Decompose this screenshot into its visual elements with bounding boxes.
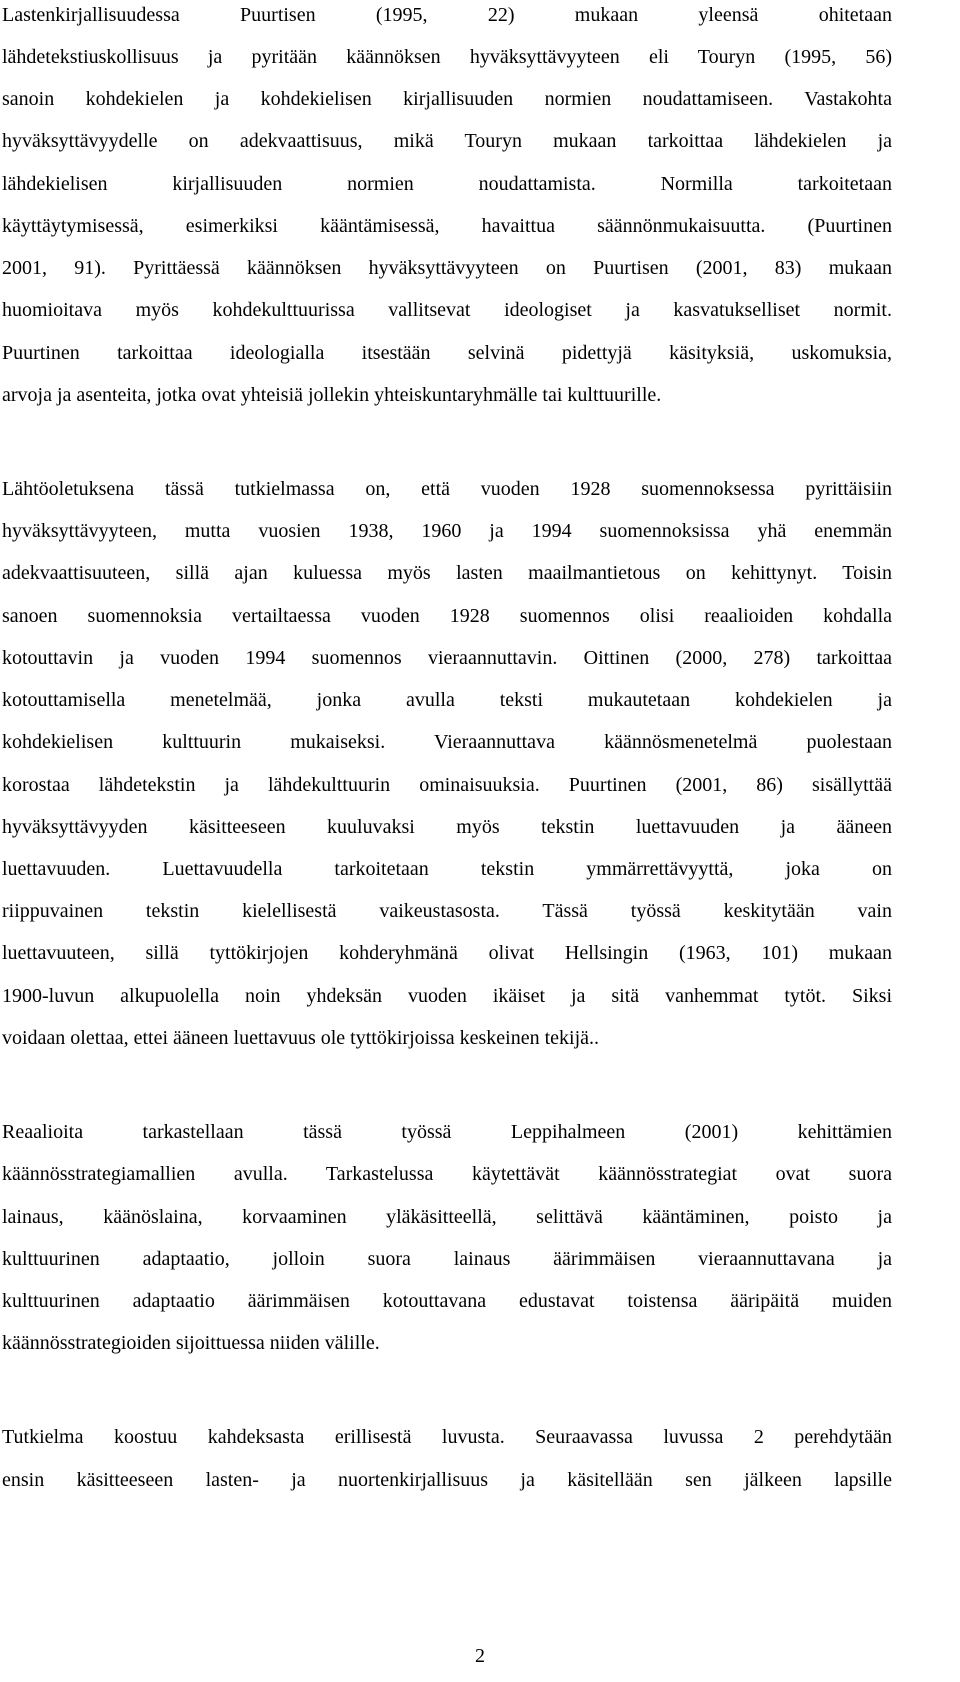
text-line: käännösstrategioiden sijoittuessa niiden välille. — [2, 1332, 380, 1354]
text-line: sanoin kohdekielen ja kohdekielisen kirjallisuuden normien noudattamiseen. Vastakohta — [2, 88, 892, 110]
text-line: korostaa lähdetekstin ja lähdekulttuurin ominaisuuksia. Puurtinen (2001, 86) sisällyttää — [2, 774, 892, 796]
text-line: Lähtöoletuksena tässä tutkielmassa on, että vuoden 1928 suomennoksessa pyrittäisiin — [2, 478, 892, 500]
text-line: Tutkielma koostuu kahdeksasta erillisestä luvusta. Seuraavassa luvussa 2 perehdytään — [2, 1426, 892, 1448]
text-line: luettavuuden. Luettavuudella tarkoitetaan tekstin ymmärrettävyyttä, joka on — [2, 858, 892, 880]
text-line: kulttuurinen adaptaatio äärimmäisen kotouttavana edustavat toistensa ääripäitä muiden — [2, 1290, 892, 1312]
text-line: kohdekielisen kulttuurin mukaiseksi. Vieraannuttava käännösmenetelmä puolestaan — [2, 731, 892, 753]
text-line: käyttäytymisessä, esimerkiksi kääntämisessä, havaittua säännönmukaisuutta. (Puurtinen — [2, 215, 892, 237]
text-line: kotouttamisella menetelmää, jonka avulla teksti mukautetaan kohdekielen ja — [2, 689, 892, 711]
text-line: voidaan olettaa, ettei ääneen luettavuus ole tyttökirjoissa keskeinen tekijä.. — [2, 1027, 600, 1049]
text-line: sanoen suomennoksia vertailtaessa vuoden 1928 suomennos olisi reaalioiden kohdalla — [2, 605, 892, 627]
page-number: 2 — [475, 1645, 485, 1667]
text-line: hyväksyttävyyden käsitteeseen kuuluvaksi myös tekstin luettavuuden ja ääneen — [2, 816, 892, 838]
text-line: adekvaattisuuteen, sillä ajan kuluessa myös lasten maailmantietous on kehittynyt. Toisin — [2, 562, 892, 584]
text-line: riippuvainen tekstin kielellisestä vaikeustasosta. Tässä työssä keskitytään vain — [2, 900, 892, 922]
text-line: Lastenkirjallisuudessa Puurtisen (1995, 22) mukaan yleensä ohitetaan — [2, 4, 892, 26]
text-line: Reaalioita tarkastellaan tässä työssä Leppihalmeen (2001) kehittämien — [2, 1121, 892, 1143]
text-line: hyväksyttävyydelle on adekvaattisuus, mikä Touryn mukaan tarkoittaa lähdekielen ja — [2, 130, 892, 152]
text-line: ensin käsitteeseen lasten- ja nuortenkirjallisuus ja käsitellään sen jälkeen lapsille — [2, 1469, 892, 1491]
text-line: Puurtinen tarkoittaa ideologialla itsestään selvinä pidettyjä käsityksiä, uskomuksia, — [2, 342, 892, 364]
text-line: kulttuurinen adaptaatio, jolloin suora lainaus äärimmäisen vieraannuttavana ja — [2, 1248, 892, 1270]
text-line: 2001, 91). Pyrittäessä käännöksen hyväksyttävyyteen on Puurtisen (2001, 83) mukaan — [2, 257, 892, 279]
text-line: käännösstrategiamallien avulla. Tarkastelussa käytettävät käännösstrategiat ovat suora — [2, 1163, 892, 1185]
text-line: 1900-luvun alkupuolella noin yhdeksän vuoden ikäiset ja sitä vanhemmat tytöt. Siksi — [2, 985, 892, 1007]
text-line: huomioitava myös kohdekulttuurissa vallitsevat ideologiset ja kasvatukselliset normit. — [2, 299, 892, 321]
text-line: hyväksyttävyyteen, mutta vuosien 1938, 1960 ja 1994 suomennoksissa yhä enemmän — [2, 520, 892, 542]
text-line: lähdekielisen kirjallisuuden normien noudattamista. Normilla tarkoitetaan — [2, 173, 892, 195]
text-line: luettavuuteen, sillä tyttökirjojen kohderyhmänä olivat Hellsingin (1963, 101) mukaan — [2, 942, 892, 964]
text-line: lainaus, käänöslaina, korvaaminen yläkäsitteellä, selittävä kääntäminen, poisto ja — [2, 1206, 892, 1228]
text-line: lähdetekstiuskollisuus ja pyritään käännöksen hyväksyttävyyteen eli Touryn (1995, 56) — [2, 46, 892, 68]
text-line: arvoja ja asenteita, jotka ovat yhteisiä jollekin yhteiskuntaryhmälle tai kulttuurille. — [2, 384, 662, 406]
text-line: kotouttavin ja vuoden 1994 suomennos vieraannuttavin. Oittinen (2000, 278) tarkoittaa — [2, 647, 892, 669]
